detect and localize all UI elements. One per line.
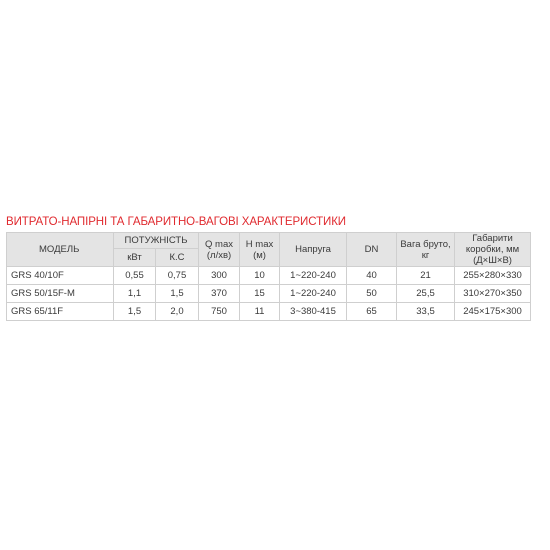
header-dn: DN [347, 233, 397, 267]
table-row [7, 285, 531, 303]
cell-weight: 25,5 [397, 285, 455, 303]
header-weight: Вага бруто, кг [397, 233, 455, 267]
table-row [7, 267, 531, 285]
cell-model: GRS 50/15F-M [7, 285, 114, 303]
table-header-row [7, 233, 531, 249]
cell-h: 11 [240, 303, 280, 321]
cell-dn: 40 [347, 267, 397, 285]
cell-h: 10 [240, 267, 280, 285]
cell-weight: 33,5 [397, 303, 455, 321]
cell-hp: 2,0 [156, 303, 199, 321]
cell-voltage: 3~380-415 [280, 303, 347, 321]
cell-kw: 1,5 [114, 303, 156, 321]
cell-hp: 0,75 [156, 267, 199, 285]
cell-dn: 50 [347, 285, 397, 303]
spec-block [6, 213, 530, 321]
header-voltage: Напруга [280, 233, 347, 267]
header-power-hp: К.С [156, 248, 199, 266]
header-model: МОДЕЛЬ [7, 233, 114, 267]
cell-hp: 1,5 [156, 285, 199, 303]
cell-weight: 21 [397, 267, 455, 285]
header-power-kw: кВт [114, 248, 156, 266]
cell-voltage: 1~220-240 [280, 267, 347, 285]
header-q-max: Q max (л/хв) [199, 233, 240, 267]
cell-kw: 0,55 [114, 267, 156, 285]
cell-dims: 245×175×300 [455, 303, 531, 321]
cell-dn: 65 [347, 303, 397, 321]
cell-kw: 1,1 [114, 285, 156, 303]
cell-q: 750 [199, 303, 240, 321]
table-row [7, 303, 531, 321]
cell-model: GRS 65/11F [7, 303, 114, 321]
cell-model: GRS 40/10F [7, 267, 114, 285]
cell-q: 370 [199, 285, 240, 303]
header-power: ПОТУЖНІСТЬ [114, 233, 199, 249]
header-dimensions: Габарити коробки, мм (Д×Ш×В) [455, 233, 531, 267]
cell-dims: 310×270×350 [455, 285, 531, 303]
spec-title: ВИТРАТО-НАПІРНІ ТА ГАБАРИТНО-ВАГОВІ ХАРАКТЕРИСТИКИ [6, 214, 347, 228]
cell-h: 15 [240, 285, 280, 303]
cell-dims: 255×280×330 [455, 267, 531, 285]
cell-voltage: 1~220-240 [280, 285, 347, 303]
header-h-max: H max (м) [240, 233, 280, 267]
spec-table [6, 232, 531, 321]
cell-q: 300 [199, 267, 240, 285]
